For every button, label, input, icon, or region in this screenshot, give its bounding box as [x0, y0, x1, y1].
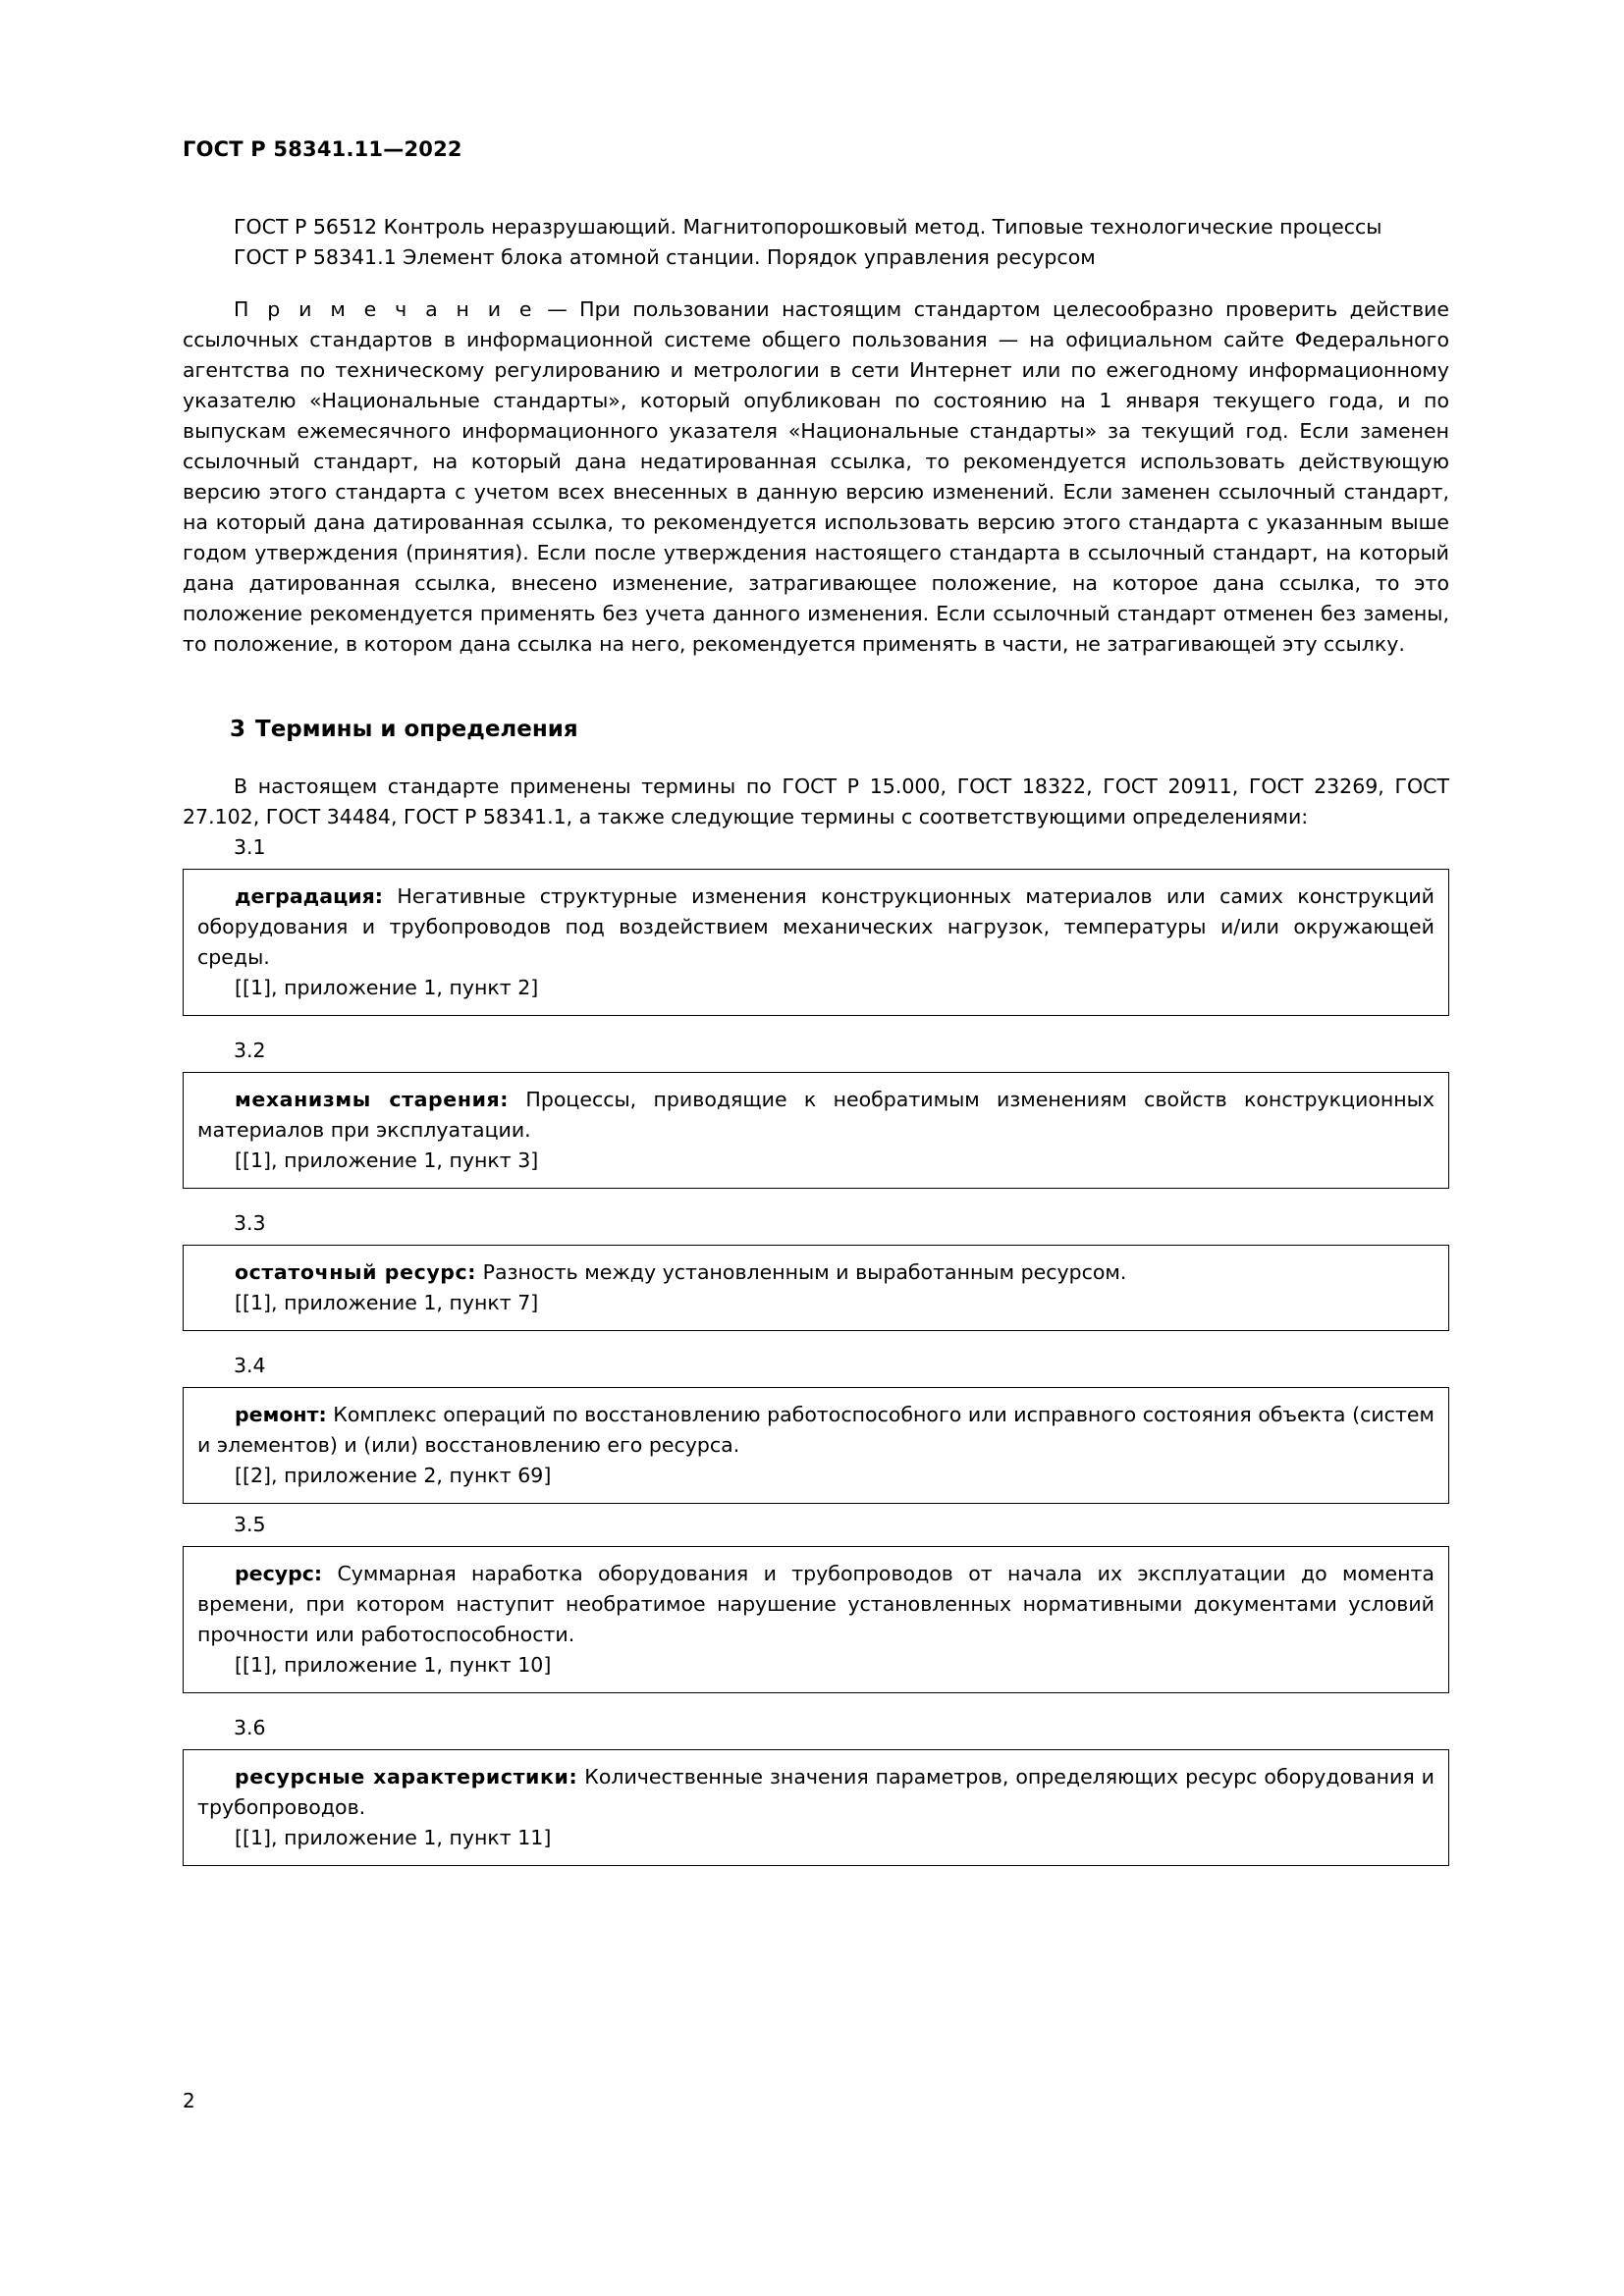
term-number: 3.4 [234, 1354, 266, 1377]
page-content [183, 137, 1449, 1866]
term-source-reference: [[1], приложение 1, пункт 7] [235, 1291, 539, 1314]
page-header-standard-id: ГОСТ Р 58341.11—2022 [183, 137, 462, 161]
term-name: ресурс: [235, 1562, 323, 1585]
reference-item-gost-58341-1: ГОСТ Р 58341.1 Элемент блока атомной станции. Порядок управления ресурсом [234, 245, 1096, 269]
term-source-reference: [[1], приложение 1, пункт 3] [235, 1148, 539, 1172]
term-definition-box [183, 1072, 1449, 1189]
term-number: 3.5 [234, 1513, 266, 1536]
term-definition-box [183, 1749, 1449, 1866]
term-definition-box [183, 1546, 1449, 1693]
term-source-reference: [[2], приложение 2, пункт 69] [235, 1464, 552, 1487]
note-text: — При пользовании настоящим стандартом целесообразно проверить действие ссылочных стандартов в информационной системе общего пользования — на официальном сайте Федерального агентства по техническому регулированию и метрологии в сети Интернет или по ежегодному информационному указателю «Национальные стандарты», который опубликован по состоянию на 1 января текущего года, и по выпускам ежемесячного информационного указателя «Национальные стандарты» за текущий год. Если заменен ссылочный стандарт, на который дана недатированная ссылка, то рекомендуется использовать действующую версию этого стандарта с учетом всех внесенных в данную версию изменений. Если заменен ссылочный стандарт, на который дана датированная ссылка, то рекомендуется использовать версию этого стандарта с указанным выше годом утверждения (принятия). Если после утверждения настоящего стандарта в ссылочный стандарт, на который дана датированная ссылка, внесено изменение, затрагивающее положение, на которое дана ссылка, то это положение рекомендуется применять без учета данного изменения. Если ссылочный стандарт отменен без замены, то положение, в котором дана ссылка на него, рекомендуется применять в части, не затрагивающей эту ссылку. [183, 297, 1449, 656]
note-paragraph [183, 294, 1449, 660]
term-number: 3.3 [234, 1211, 266, 1235]
term-source-reference: [[1], приложение 1, пункт 11] [235, 1826, 552, 1849]
reference-item-gost-56512: ГОСТ Р 56512 Контроль неразрушающий. Магнитопорошковый метод. Типовые технологические процессы [234, 215, 1382, 239]
term-definition-box [183, 1387, 1449, 1504]
term-number: 3.6 [234, 1716, 266, 1739]
term-definition: Разность между установленным и выработанным ресурсом. [482, 1260, 1127, 1284]
section-number: 3 [230, 717, 246, 742]
term-definition: Суммарная наработка оборудования и трубопроводов от начала их эксплуатации до момента времени, при котором наступит необратимое нарушение установленных нормативными документами условий прочности или работоспособности. [197, 1562, 1435, 1646]
term-definition-box [183, 869, 1449, 1016]
term-name: деградация: [235, 884, 383, 908]
term-name: ресурсные характеристики: [235, 1765, 578, 1789]
term-name: ремонт: [235, 1403, 327, 1426]
section-title: Термины и определения [255, 717, 578, 742]
term-definition: Комплекс операций по восстановлению работоспособного или исправного состояния объекта (систем и элементов) и (или) восстановлению его ресурса. [197, 1403, 1435, 1457]
term-number: 3.2 [234, 1039, 266, 1062]
section-heading-terms [183, 717, 1449, 742]
note-label: П р и м е ч а н и е [234, 297, 535, 321]
term-source-reference: [[1], приложение 1, пункт 10] [235, 1653, 552, 1677]
term-source-reference: [[1], приложение 1, пункт 2] [235, 976, 539, 999]
term-number: 3.1 [234, 835, 266, 859]
term-definition: Процессы, приводящие к необратимым изменениям свойств конструкционных материалов при эксплуатации. [197, 1088, 1435, 1142]
section-intro-paragraph: В настоящем стандарте применены термины по ГОСТ Р 15.000, ГОСТ 18322, ГОСТ 20911, ГОСТ 23269, ГОСТ 27.102, ГОСТ 34484, ГОСТ Р 58341.1, а также следующие термины с соответствующими определениями: [183, 774, 1449, 828]
term-definition: Количественные значения параметров, определяющих ресурс оборудования и трубопроводов. [197, 1765, 1435, 1819]
term-name: механизмы старения: [235, 1088, 510, 1111]
term-definition-box [183, 1245, 1449, 1331]
page-number: 2 [183, 2089, 195, 2112]
term-definition: Негативные структурные изменения конструкционных материалов или самих конструкций оборудования и трубопроводов под воздействием механических нагрузок, температуры и/или окружающей среды. [197, 884, 1435, 969]
term-name: остаточный ресурс: [235, 1260, 477, 1284]
